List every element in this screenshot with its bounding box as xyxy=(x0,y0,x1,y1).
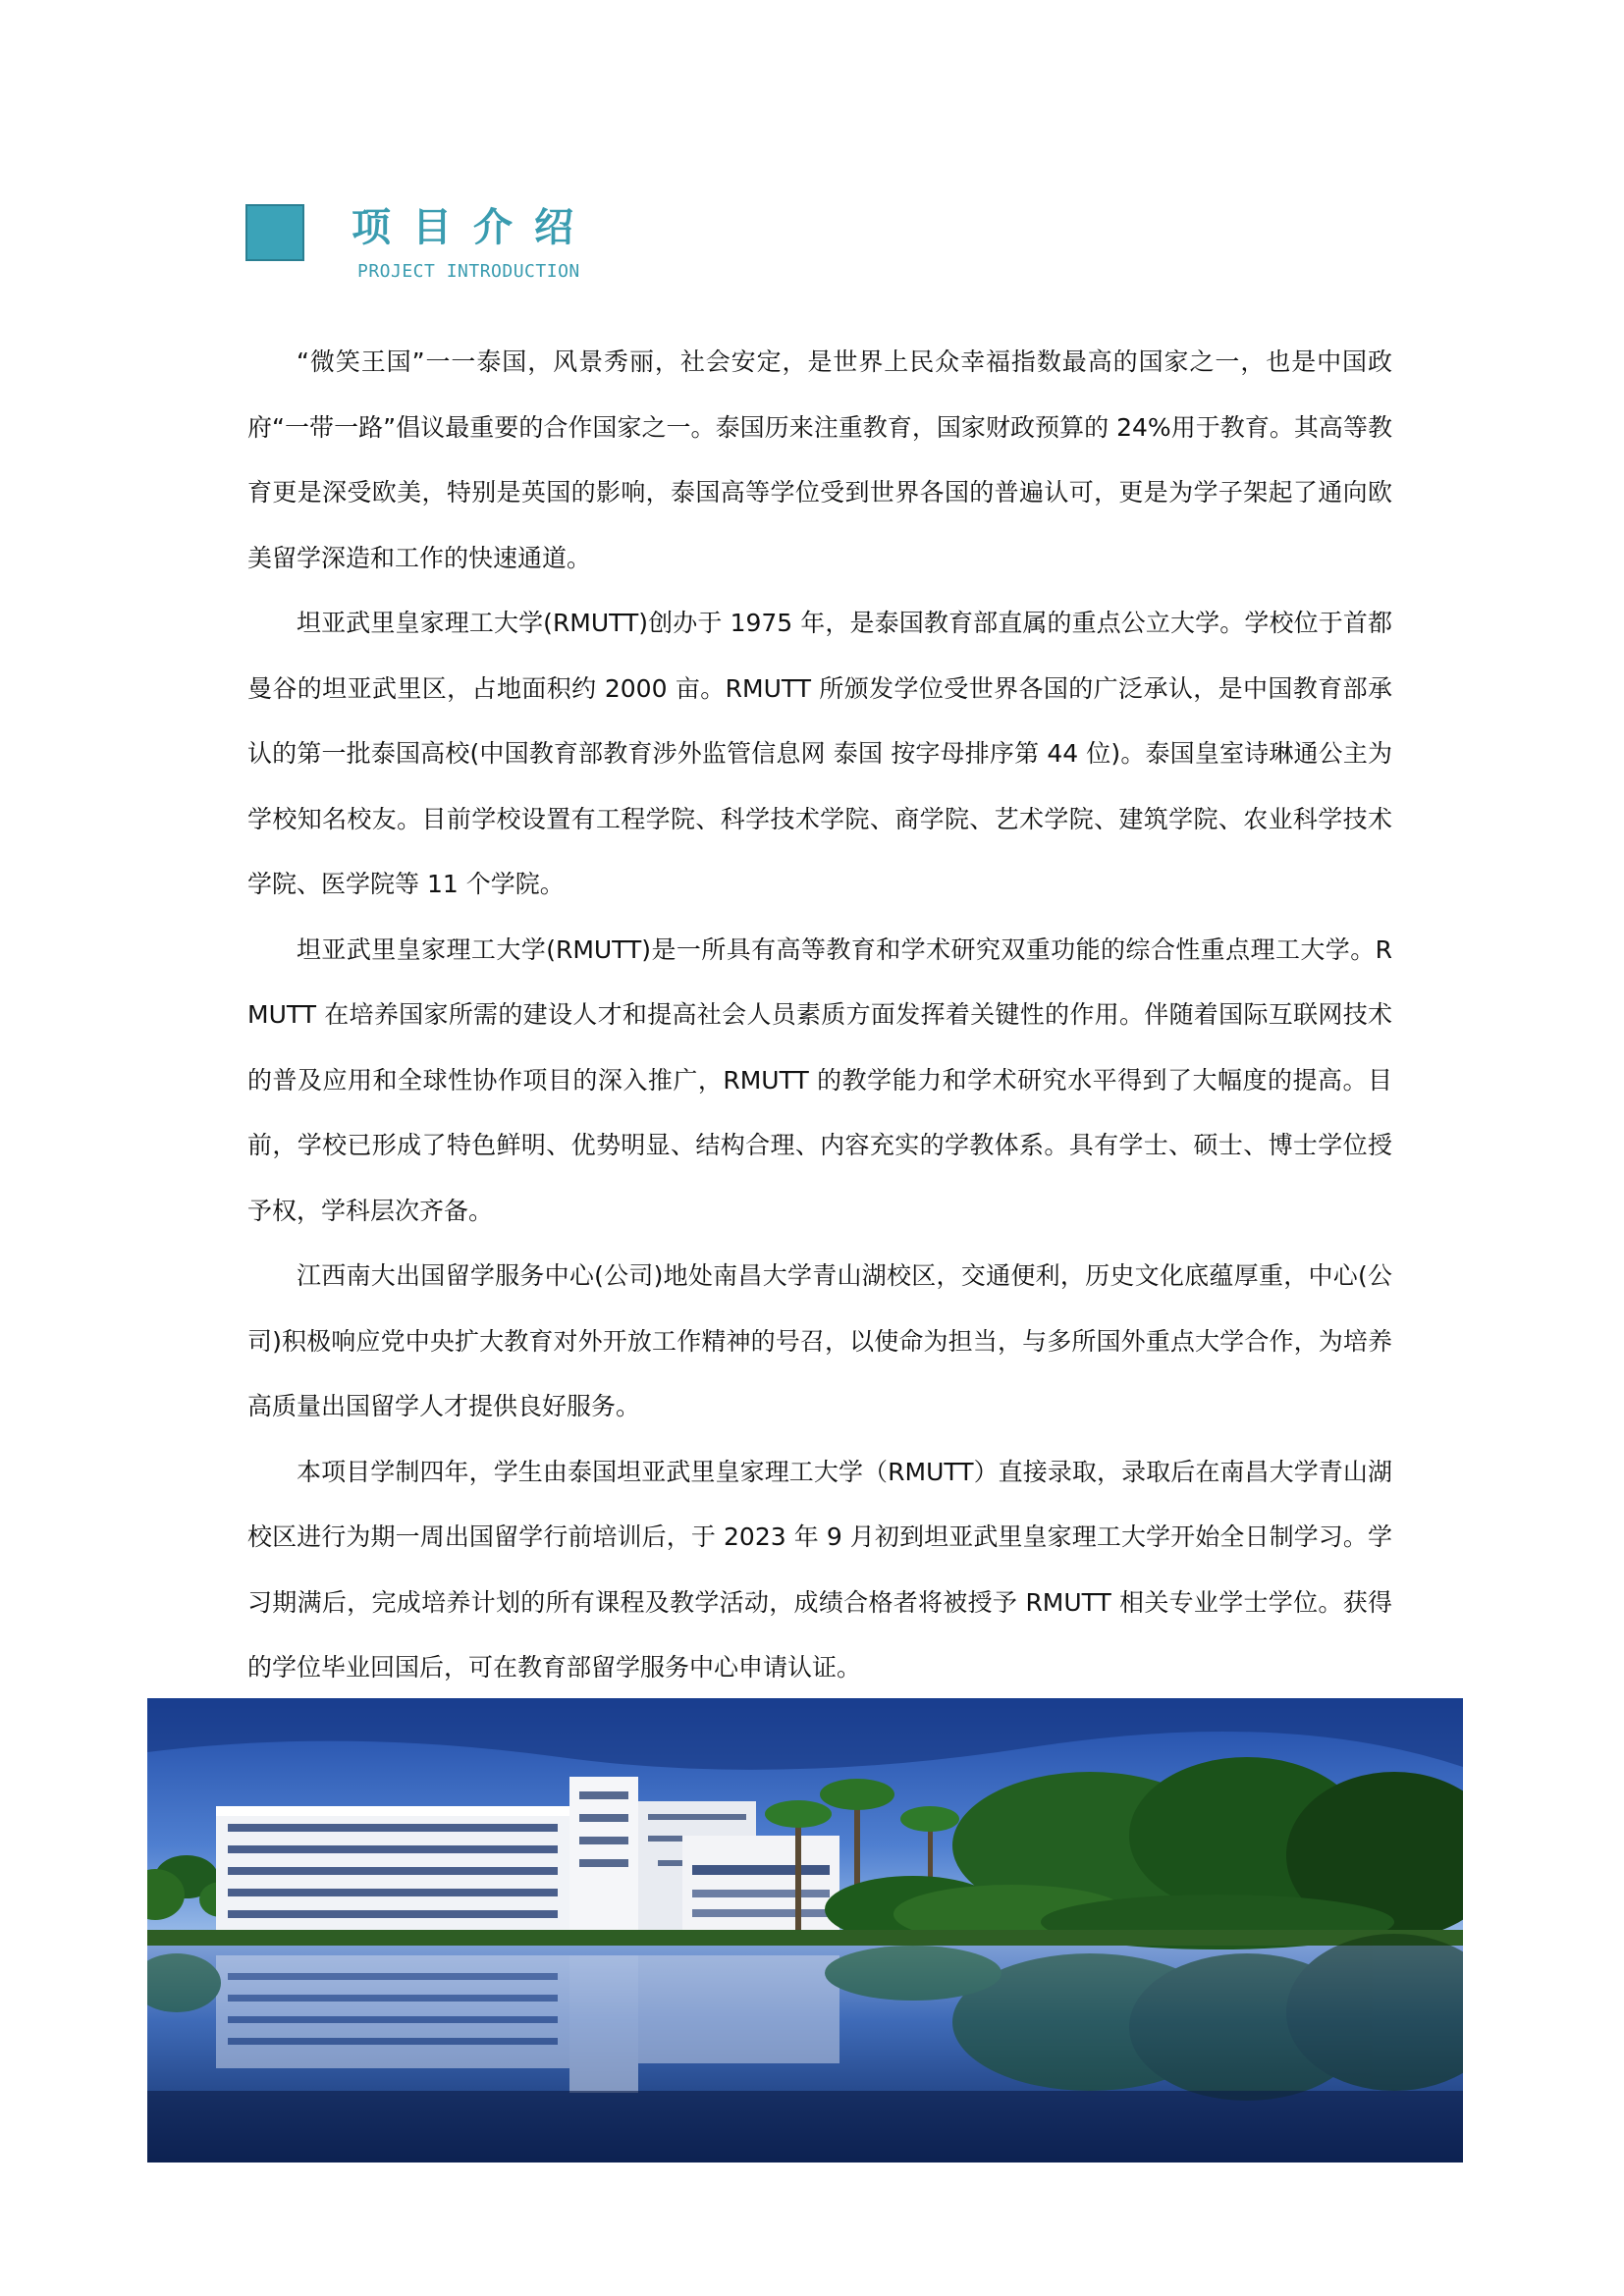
header-accent-square xyxy=(245,204,304,261)
campus-photo xyxy=(147,1698,1463,2163)
paragraph-program-details: 本项目学制四年，学生由泰国坦亚武里皇家理工大学（RMUTT）直接录取，录取后在南昌大学青山湖校区进行为期一周出国留学行前培训后，于 2023 年 9 月初到坦亚武里皇家理工大学开始全日制学习。学习期满后，完成培养计划的所有课程及教学活动，成绩合格者将被授予 RMUTT 相关专业学士学位。获得的学位毕业回国后，可在教育部留学服务中心申请认证。 xyxy=(247,1457,1392,1682)
body-text xyxy=(247,330,1392,1701)
section-title: 项目介绍 xyxy=(352,204,595,250)
campus-lake-illustration xyxy=(147,1698,1463,2163)
paragraph-thailand-intro: “微笑王国”一一泰国，风景秀丽，社会安定，是世界上民众幸福指数最高的国家之一，也是中国政府“一带一路”倡议最重要的合作国家之一。泰国历来注重教育，国家财政预算的 24%用于教育。其高等教育更是深受欧美，特别是英国的影响，泰国高等学位受到世界各国的普遍认可，更是为学子架起了通向欧美留学深造和工作的快速通道。 xyxy=(247,347,1392,572)
section-subtitle: PROJECT INTRODUCTION xyxy=(357,261,580,282)
paragraph-rmutt-history: 坦亚武里皇家理工大学(RMUTT)创办于 1975 年，是泰国教育部直属的重点公立大学。学校位于首都曼谷的坦亚武里区，占地面积约 2000 亩。RMUTT 所颁发学位受世界各国的广泛承认，是中国教育部承认的第一批泰国高校(中国教育部教育涉外监管信息网 泰国 按字母排序第 44 位)。泰国皇室诗琳通公主为学校知名校友。目前学校设置有工程学院、科学技术学院、商学院、艺术学院、建筑学院、农业科学技术学院、医学院等 11 个学院。 xyxy=(247,609,1392,898)
section-header xyxy=(245,204,933,293)
paragraph-rmutt-profile: 坦亚武里皇家理工大学(RMUTT)是一所具有高等教育和学术研究双重功能的综合性重点理工大学。RMUTT 在培养国家所需的建设人才和提高社会人员素质方面发挥着关键性的作用。伴随着国际互联网技术的普及应用和全球性协作项目的深入推广，RMUTT 的教学能力和学术研究水平得到了大幅度的提高。目前，学校已形成了特色鲜明、优势明显、结构合理、内容充实的学教体系。具有学士、硕士、博士学位授予权，学科层次齐备。 xyxy=(247,934,1392,1225)
paragraph-service-center: 江西南大出国留学服务中心(公司)地处南昌大学青山湖校区，交通便利，历史文化底蕴厚重，中心(公司)积极响应党中央扩大教育对外开放工作精神的号召，以使命为担当，与多所国外重点大学合作，为培养高质量出国留学人才提供良好服务。 xyxy=(247,1261,1392,1420)
